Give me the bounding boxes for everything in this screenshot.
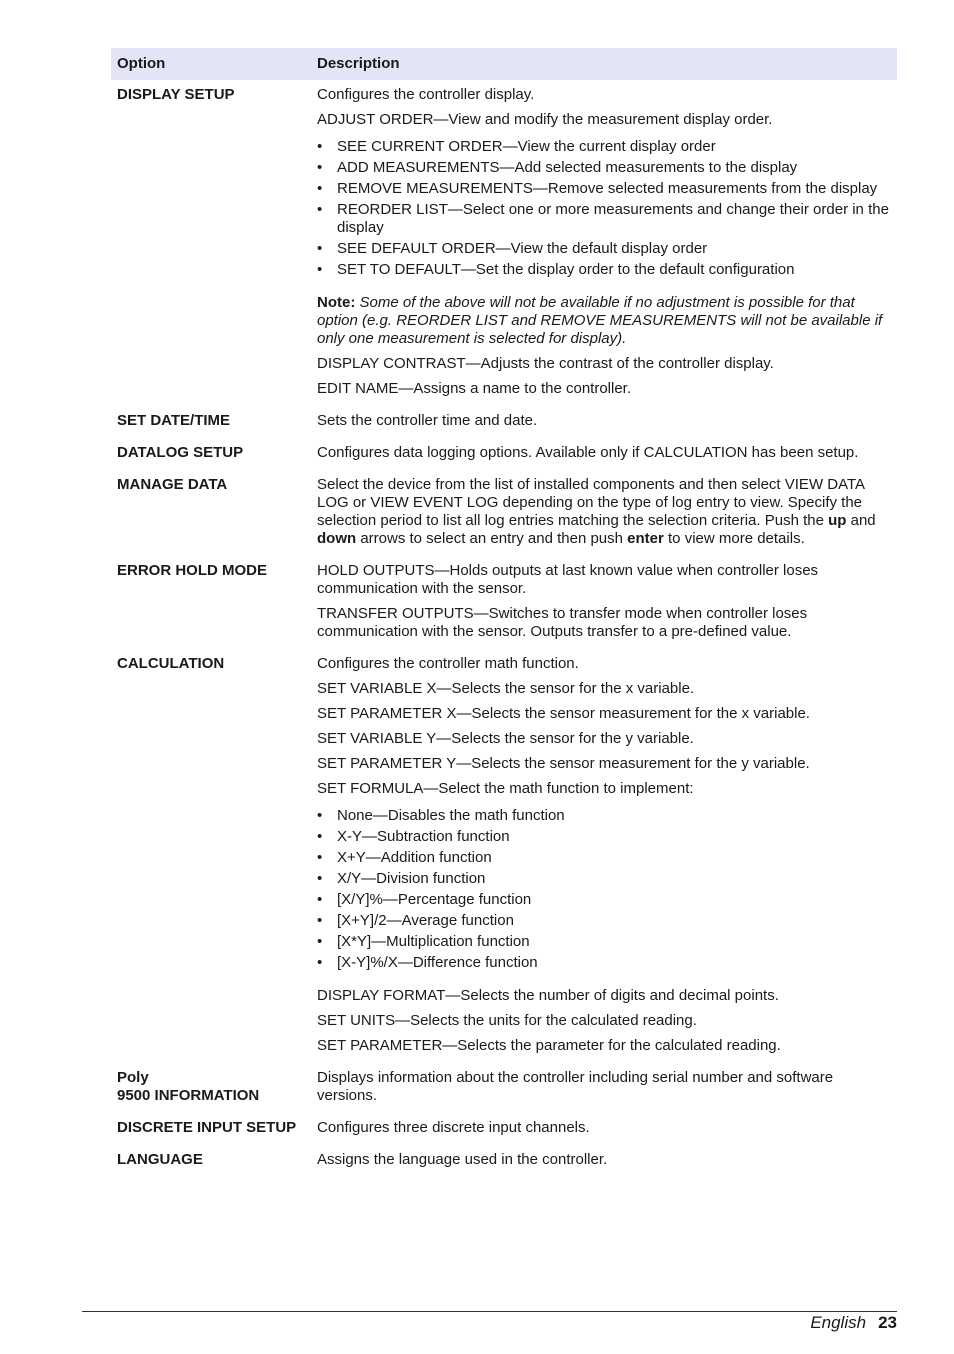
key-enter: enter bbox=[627, 530, 664, 547]
table-row bbox=[111, 80, 897, 406]
page-footer bbox=[810, 1313, 897, 1333]
option-line: Poly bbox=[117, 1069, 149, 1086]
page-number: 23 bbox=[878, 1313, 897, 1332]
table-row bbox=[111, 1145, 897, 1177]
description-text bbox=[317, 476, 891, 548]
description-text: SET PARAMETER Y—Selects the sensor measurement for the y variable. bbox=[317, 755, 810, 772]
table-row bbox=[111, 406, 897, 438]
table-header-row bbox=[111, 48, 897, 80]
description-text: EDIT NAME—Assigns a name to the controller. bbox=[317, 380, 632, 397]
note-text: Some of the above will not be available if no adjustment is possible for that option (e.g. REORDER LIST and REMOVE MEASUREMENTS will not be available if only one measurement is selected for display). bbox=[317, 294, 883, 347]
description-calculation bbox=[311, 649, 897, 1063]
note bbox=[317, 294, 891, 348]
description-text: Configures data logging options. Available only if CALCULATION has been setup. bbox=[317, 444, 859, 461]
option-datalog-setup: DATALOG SETUP bbox=[117, 444, 244, 461]
description-text: SET FORMULA—Select the math function to implement: bbox=[317, 780, 694, 797]
table-row bbox=[111, 470, 897, 556]
description-text: TRANSFER OUTPUTS—Switches to transfer mode when controller loses communication with the sensor. Outputs transfer to a pre-defined value. bbox=[317, 605, 808, 640]
description-text: DISPLAY FORMAT—Selects the number of digits and decimal points. bbox=[317, 987, 779, 1004]
description-text: SET VARIABLE X—Selects the sensor for the x variable. bbox=[317, 680, 695, 697]
key-down: down bbox=[317, 530, 357, 547]
description-text: Configures three discrete input channels. bbox=[317, 1119, 590, 1136]
description-display-setup bbox=[311, 80, 897, 406]
option-error-hold-mode: ERROR HOLD MODE bbox=[117, 562, 267, 579]
description-text: Sets the controller time and date. bbox=[317, 412, 538, 429]
option-set-date-time: SET DATE/TIME bbox=[117, 412, 231, 429]
description-text: DISPLAY CONTRAST—Adjusts the contrast of the controller display. bbox=[317, 355, 774, 372]
description-text: Assigns the language used in the controller. bbox=[317, 1151, 608, 1168]
option-discrete-input-setup: DISCRETE INPUT SETUP bbox=[117, 1119, 297, 1136]
description-manage-data bbox=[311, 470, 897, 556]
option-display-setup: DISPLAY SETUP bbox=[117, 86, 235, 103]
option-line: 9500 INFORMATION bbox=[117, 1087, 260, 1104]
header-description: Description bbox=[311, 48, 897, 80]
description-text: HOLD OUTPUTS—Holds outputs at last known value when controller loses communication with the sensor. bbox=[317, 562, 819, 597]
text-run: arrows to select an entry and then push bbox=[356, 530, 628, 547]
adjust-order-list bbox=[317, 138, 891, 279]
table-row bbox=[111, 556, 897, 649]
key-up: up bbox=[828, 512, 847, 529]
table-row bbox=[111, 649, 897, 1063]
list-item: • X-Y—Subtraction function bbox=[317, 828, 891, 846]
table-row bbox=[111, 1063, 897, 1113]
text-run: and bbox=[846, 512, 876, 529]
list-item: • [X/Y]%—Percentage function bbox=[317, 891, 891, 909]
description-discrete-input-setup bbox=[311, 1113, 897, 1145]
list-item: • SEE CURRENT ORDER—View the current display order bbox=[317, 138, 891, 156]
table-row bbox=[111, 1113, 897, 1145]
description-set-date-time bbox=[311, 406, 897, 438]
settings-table bbox=[111, 48, 897, 1177]
option-language: LANGUAGE bbox=[117, 1151, 203, 1168]
list-item: • REORDER LIST—Select one or more measurements and change their order in the display bbox=[317, 201, 891, 237]
description-text: Configures the controller display. bbox=[317, 86, 535, 103]
description-text: Configures the controller math function. bbox=[317, 655, 579, 672]
description-text: SET VARIABLE Y—Selects the sensor for the y variable. bbox=[317, 730, 694, 747]
list-item: • SEE DEFAULT ORDER—View the default display order bbox=[317, 240, 891, 258]
list-item: • None—Disables the math function bbox=[317, 807, 891, 825]
description-language bbox=[311, 1145, 897, 1177]
formula-list bbox=[317, 807, 891, 972]
list-item: • X+Y—Addition function bbox=[317, 849, 891, 867]
footer-divider bbox=[82, 1311, 897, 1312]
list-item: • REMOVE MEASUREMENTS—Remove selected measurements from the display bbox=[317, 180, 891, 198]
description-text: ADJUST ORDER—View and modify the measurement display order. bbox=[317, 111, 773, 128]
option-calculation: CALCULATION bbox=[117, 655, 225, 672]
description-text: SET UNITS—Selects the units for the calculated reading. bbox=[317, 1012, 697, 1029]
note-label: Note: bbox=[317, 294, 356, 311]
table-row bbox=[111, 438, 897, 470]
footer-language: English bbox=[810, 1313, 867, 1332]
description-datalog-setup bbox=[311, 438, 897, 470]
text-run: Select the device from the list of installed components and then select VIEW DATA LOG or VIEW EVENT LOG depending on the type of log entry to view. Specify the selection period to list all log entries matching the selection criteria. Push the bbox=[317, 476, 865, 529]
list-item: • SET TO DEFAULT—Set the display order to the default configuration bbox=[317, 261, 891, 279]
description-text: SET PARAMETER X—Selects the sensor measurement for the x variable. bbox=[317, 705, 810, 722]
description-information bbox=[311, 1063, 897, 1113]
list-item: • X/Y—Division function bbox=[317, 870, 891, 888]
description-text: SET PARAMETER—Selects the parameter for the calculated reading. bbox=[317, 1037, 781, 1054]
list-item: • [X+Y]/2—Average function bbox=[317, 912, 891, 930]
header-option: Option bbox=[111, 48, 311, 80]
description-error-hold-mode bbox=[311, 556, 897, 649]
description-text: Displays information about the controller including serial number and software versions. bbox=[317, 1069, 834, 1104]
list-item: • [X*Y]—Multiplication function bbox=[317, 933, 891, 951]
list-item: • ADD MEASUREMENTS—Add selected measurements to the display bbox=[317, 159, 891, 177]
option-manage-data: MANAGE DATA bbox=[117, 476, 228, 493]
list-item: • [X-Y]%/X—Difference function bbox=[317, 954, 891, 972]
option-information bbox=[111, 1063, 311, 1113]
text-run: to view more details. bbox=[663, 530, 805, 547]
